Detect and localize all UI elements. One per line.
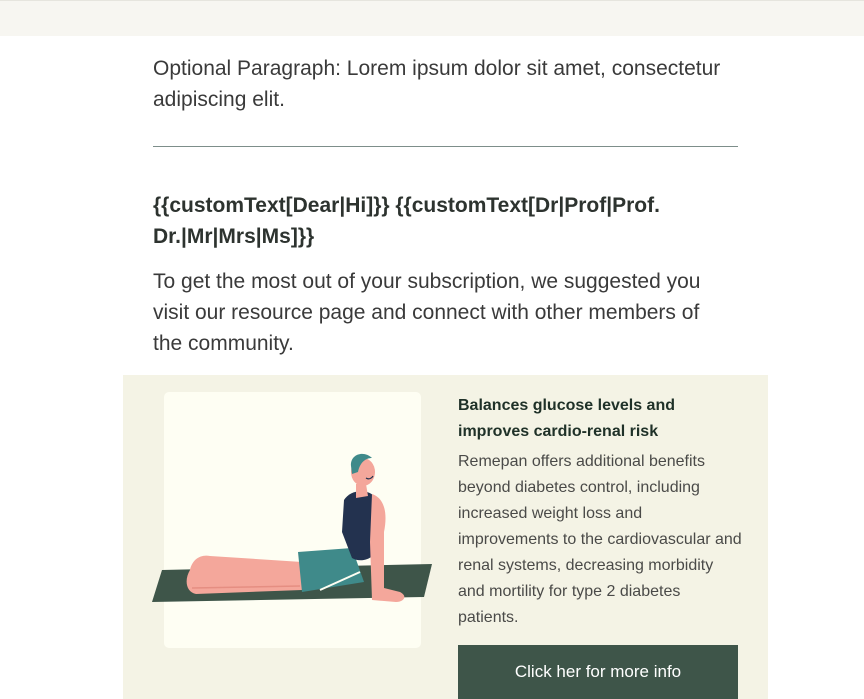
optional-paragraph: Optional Paragraph: Lorem ipsum dolor sit amet, consectetur adipiscing elit. xyxy=(153,57,721,111)
illustration-card xyxy=(164,392,421,648)
promo-heading: Balances glucose levels and improves cardio-renal risk xyxy=(458,397,675,440)
divider xyxy=(153,146,738,147)
body-paragraph: To get the most out of your subscription, we suggested you visit our resource page and connect with other members of the community. xyxy=(153,270,701,355)
more-info-button[interactable]: Click her for more info xyxy=(458,645,738,699)
greeting-heading: {{customText[Dear|Hi]}} {{customText[Dr|Prof|Prof. Dr.|Mr|Mrs|Ms]}} xyxy=(153,194,660,248)
email-top-band xyxy=(0,0,864,36)
promo-text-block xyxy=(458,393,743,631)
promo-body: Remepan offers additional benefits beyond diabetes control, including increased weight loss and improvements to the cardiovascular and renal systems, decreasing morbidity and mortility for type 2 diabetes patients. xyxy=(458,453,742,626)
promo-panel xyxy=(123,375,768,699)
yoga-person-illustration xyxy=(152,392,437,648)
